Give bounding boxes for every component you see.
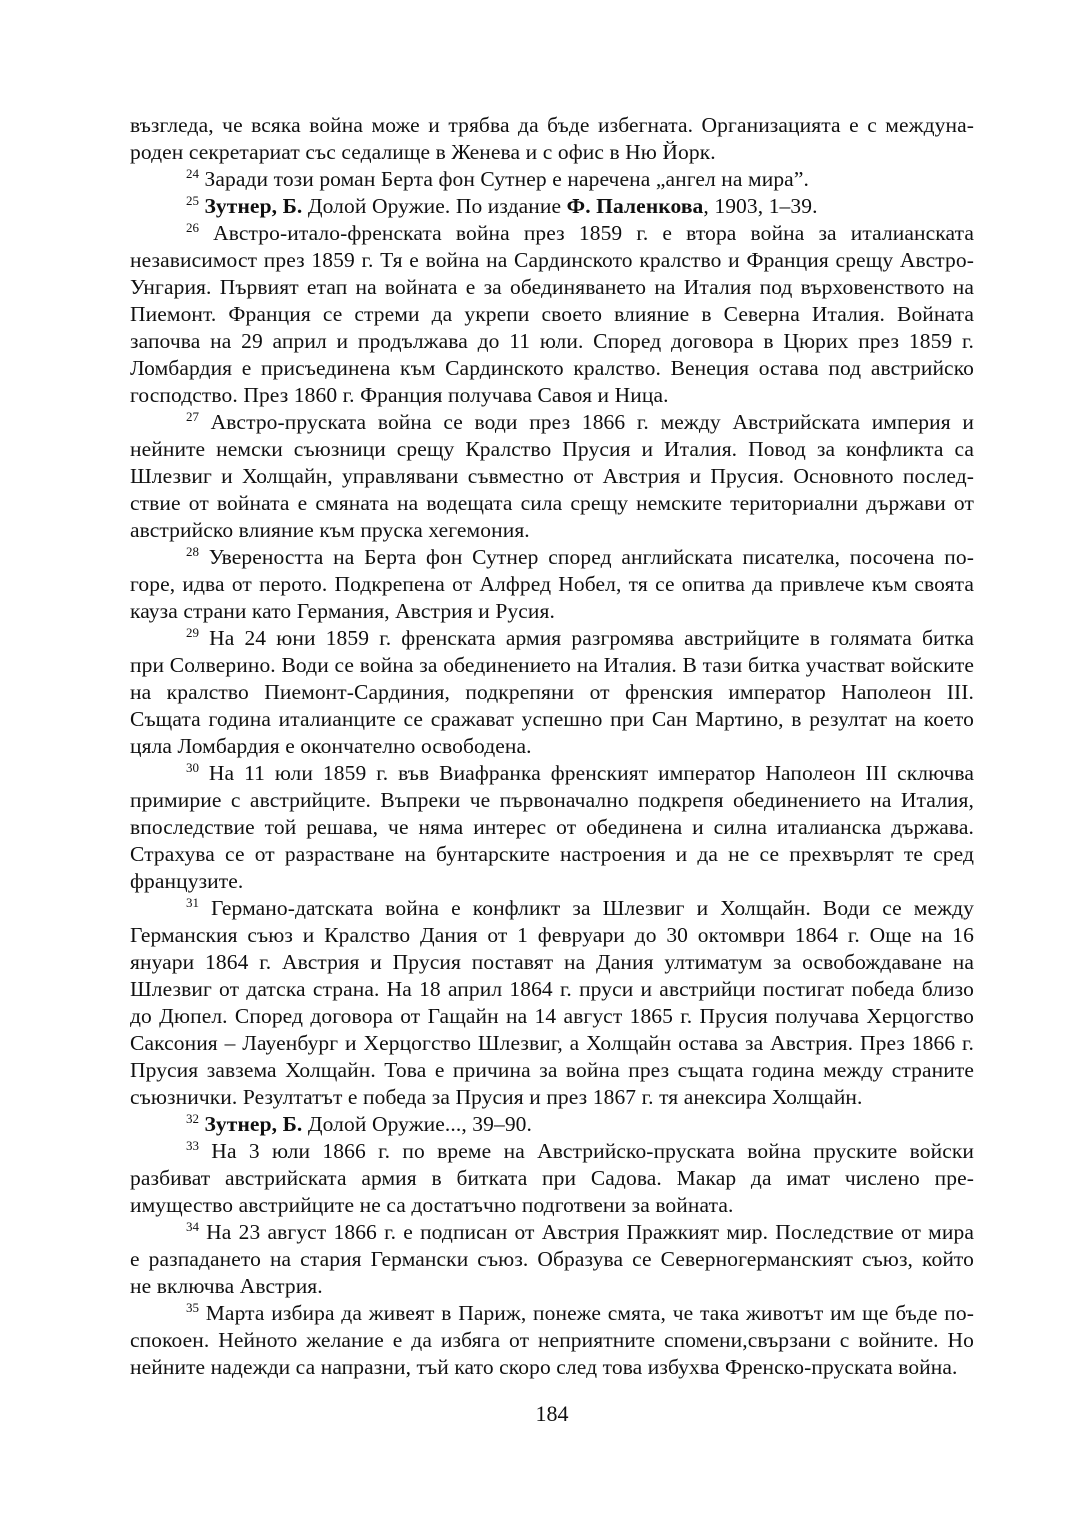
text-line — [130, 382, 974, 409]
text-line — [130, 328, 974, 355]
text-segment: не включва Австрия. — [130, 1274, 323, 1298]
text-segment: Австро-итало-френската война през 1859 г. е втора война за италианската — [199, 221, 974, 245]
text-line — [130, 868, 974, 895]
text-segment: Саксония – Лауенбург и Херцогство Шлезвиг, а Холщайн остава за Австрия. През 1866 г. — [130, 1031, 974, 1055]
text-line — [130, 517, 974, 544]
footnote-number: 29 — [186, 624, 199, 640]
text-segment: нейните надежди са напразни, тъй като скоро след това избухва Френско-пруската война. — [130, 1355, 958, 1379]
text-segment: Пиемонт. Франция се стреми да укрепи своето влияние в Северна Италия. Войната — [130, 302, 974, 326]
text-segment: разбиват австрийската армия в битката при Садова. Макар да имат числено пре- — [130, 1166, 974, 1190]
text-line — [130, 841, 974, 868]
text-segment: горе, идва от перото. Подкрепена от Алфред Нобел, тя се опитва да привлече към своята — [130, 572, 974, 596]
text-segment: Шлезвиг и Холщайн, управлявани съвместно от Австрия и Прусия. Основното послед- — [130, 464, 974, 488]
text-segment: Страхува се от разрастване на бунтарските настроения и да не се прехвърлят те сред — [130, 842, 974, 866]
text-segment: Същата година италианците се сражават успешно при Сан Мартино, в резултат на което — [130, 707, 974, 731]
text-line — [130, 787, 974, 814]
footnote-number: 33 — [186, 1137, 199, 1153]
text-segment: Ломбардия е присъединена към Сардинското кралство. Венеция остава под австрийско — [130, 356, 974, 380]
footnote-number: 35 — [186, 1299, 199, 1315]
footnote-number: 27 — [186, 408, 199, 424]
footnote-line-start — [130, 1138, 974, 1165]
text-line — [130, 814, 974, 841]
text-segment: австрийско влияние към пруска хегемония. — [130, 518, 530, 542]
footnote-line-start — [130, 895, 974, 922]
text-segment: На 24 юни 1859 г. френската армия разгромява австрийците в голямата битка — [199, 626, 974, 650]
text-segment: Увереността на Берта фон Сутнер според английската писателка, посочена по- — [199, 545, 974, 569]
text-segment: Германския съюз и Кралство Дания от 1 февруари до 30 октомври 1864 г. Още на 16 — [130, 923, 974, 947]
text-line — [130, 247, 974, 274]
text-segment: имущество австрийците не са достатъчно подготвени за войната. — [130, 1193, 734, 1217]
footnote-number: 32 — [186, 1110, 199, 1126]
text-segment: януари 1864 г. Австрия и Прусия поставят на Дания ултиматум за освобождаване на — [130, 950, 974, 974]
text-segment: нейните немски съюзници срещу Кралство Прусия и Италия. Повод за конфликта са — [130, 437, 974, 461]
footnote-line-start — [130, 1300, 974, 1327]
text-line — [130, 1354, 974, 1381]
text-segment: кауза страни като Германия, Австрия и Русия. — [130, 599, 555, 623]
text-line — [130, 355, 974, 382]
text-line — [130, 679, 974, 706]
text-line — [130, 1192, 974, 1219]
text-line — [130, 1057, 974, 1084]
text-line — [130, 1273, 974, 1300]
text-line — [130, 733, 974, 760]
text-segment: съюзнички. Резултатът е победа за Прусия и през 1867 г. тя анексира Холщайн. — [130, 1085, 863, 1109]
text-segment: до Дюпел. Според договора от Гащайн на 14 август 1865 г. Прусия получава Херцогство — [130, 1004, 974, 1028]
text-segment: на кралство Пиемонт-Сардиния, подкрепяни от френския император Наполеон III. — [130, 680, 974, 704]
text-segment: спокоен. Нейното желание е да избяга от неприятните спомени,свързани с войните. Но — [130, 1328, 974, 1352]
text-segment: Прусия завзема Холщайн. Това е причина за война през същата година между страните — [130, 1058, 974, 1082]
text-line — [130, 490, 974, 517]
footnote-number: 31 — [186, 894, 199, 910]
text-segment: започва на 29 април и продължава до 11 юли. Според договора в Цюрих през 1859 г. — [130, 329, 974, 353]
text-line — [130, 706, 974, 733]
text-segment: господство. През 1860 г. Франция получава Савоя и Ница. — [130, 383, 669, 407]
text-line — [130, 922, 974, 949]
footnote-number: 26 — [186, 219, 199, 235]
text-segment: цяла Ломбардия е окончателно освободена. — [130, 734, 532, 758]
footnote-line-start — [130, 193, 974, 220]
text-segment: роден секретариат със седалище в Женева и с офис в Ню Йорк. — [130, 140, 716, 164]
text-segment: Заради този роман Берта фон Сутнер е наречена „ангел на мира”. — [199, 167, 809, 191]
text-segment: , 1903, 1–39. — [703, 194, 818, 218]
text-segment: ствие от войната е смяната на водещата сила срещу немските териториални държави от — [130, 491, 974, 515]
text-line — [130, 571, 974, 598]
text-line — [130, 112, 974, 139]
text-segment: На 11 юли 1859 г. във Виафранка френският император Наполеон III сключва — [199, 761, 974, 785]
footnote-line-start — [130, 166, 974, 193]
text-line — [130, 949, 974, 976]
text-line — [130, 976, 974, 1003]
text-line — [130, 652, 974, 679]
text-segment: Унгария. Първият етап на войната е за обединяването на Италия под върховенството на — [130, 275, 974, 299]
text-line — [130, 274, 974, 301]
text-line — [130, 1084, 974, 1111]
footnote-line-start — [130, 409, 974, 436]
text-line — [130, 1003, 974, 1030]
footnote-number: 34 — [186, 1218, 199, 1234]
text-line — [130, 463, 974, 490]
text-line — [130, 598, 974, 625]
text-line — [130, 1165, 974, 1192]
footnote-line-start — [130, 544, 974, 571]
text-segment: независимост през 1859 г. Тя е война на Сардинското кралство и Франция срещу Австро- — [130, 248, 974, 272]
author-name-bold: Зутнер, Б. — [204, 1112, 303, 1136]
footnote-line-start — [130, 625, 974, 652]
text-segment: Долой Оружие. По издание — [302, 194, 567, 218]
footnote-line-start — [130, 1219, 974, 1246]
text-segment: Шлезвиг от датска страна. На 18 април 1864 г. пруси и австрийци постигат победа близо — [130, 977, 974, 1001]
text-segment: впоследствие той решава, че няма интерес от обединена и силна италианска държава. — [130, 815, 974, 839]
text-segment: при Солверино. Води се война за обединението на Италия. В тази битка участват войските — [130, 653, 974, 677]
text-line — [130, 301, 974, 328]
text-line — [130, 1327, 974, 1354]
text-segment: На 3 юли 1866 г. по време на Австрийско-пруската война пруските войски — [199, 1139, 974, 1163]
text-segment: французите. — [130, 869, 244, 893]
footnote-number: 25 — [186, 192, 199, 208]
footnote-number: 28 — [186, 543, 199, 559]
text-segment: възгледа, че всяка война може и трябва да бъде избегната. Организацията е с междуна- — [130, 113, 974, 137]
text-segment: Долой Оружие..., 39–90. — [302, 1112, 533, 1136]
footnote-number: 30 — [186, 759, 199, 775]
text-line — [130, 1246, 974, 1273]
footnote-line-start — [130, 220, 974, 247]
text-segment: Австро-пруската война се води през 1866 г. между Австрийската империя и — [199, 410, 974, 434]
author-name-bold: Ф. Паленкова — [566, 194, 704, 218]
footnote-number: 24 — [186, 165, 199, 181]
text-segment: На 23 август 1866 г. е подписан от Австрия Пражкият мир. Последствие от мира — [199, 1220, 974, 1244]
text-segment: е разпадането на стария Германски съюз. Образува се Северногерманският съюз, който — [130, 1247, 974, 1271]
text-segment: Германо-датската война е конфликт за Шлезвиг и Холщайн. Води се между — [199, 896, 974, 920]
text-line — [130, 139, 974, 166]
footnote-line-start — [130, 760, 974, 787]
text-line — [130, 436, 974, 463]
footnote-line-start — [130, 1111, 974, 1138]
text-segment: Марта избира да живеят в Париж, понеже смята, че така животът им ще бъде по- — [199, 1301, 974, 1325]
author-name-bold: Зутнер, Б. — [204, 194, 303, 218]
text-segment: примирие с австрийците. Въпреки че първоначално подкрепя обединението на Италия, — [130, 788, 974, 812]
page-number: 184 — [535, 1401, 569, 1426]
text-line — [130, 1030, 974, 1057]
footnotes-text-block — [130, 112, 974, 1381]
